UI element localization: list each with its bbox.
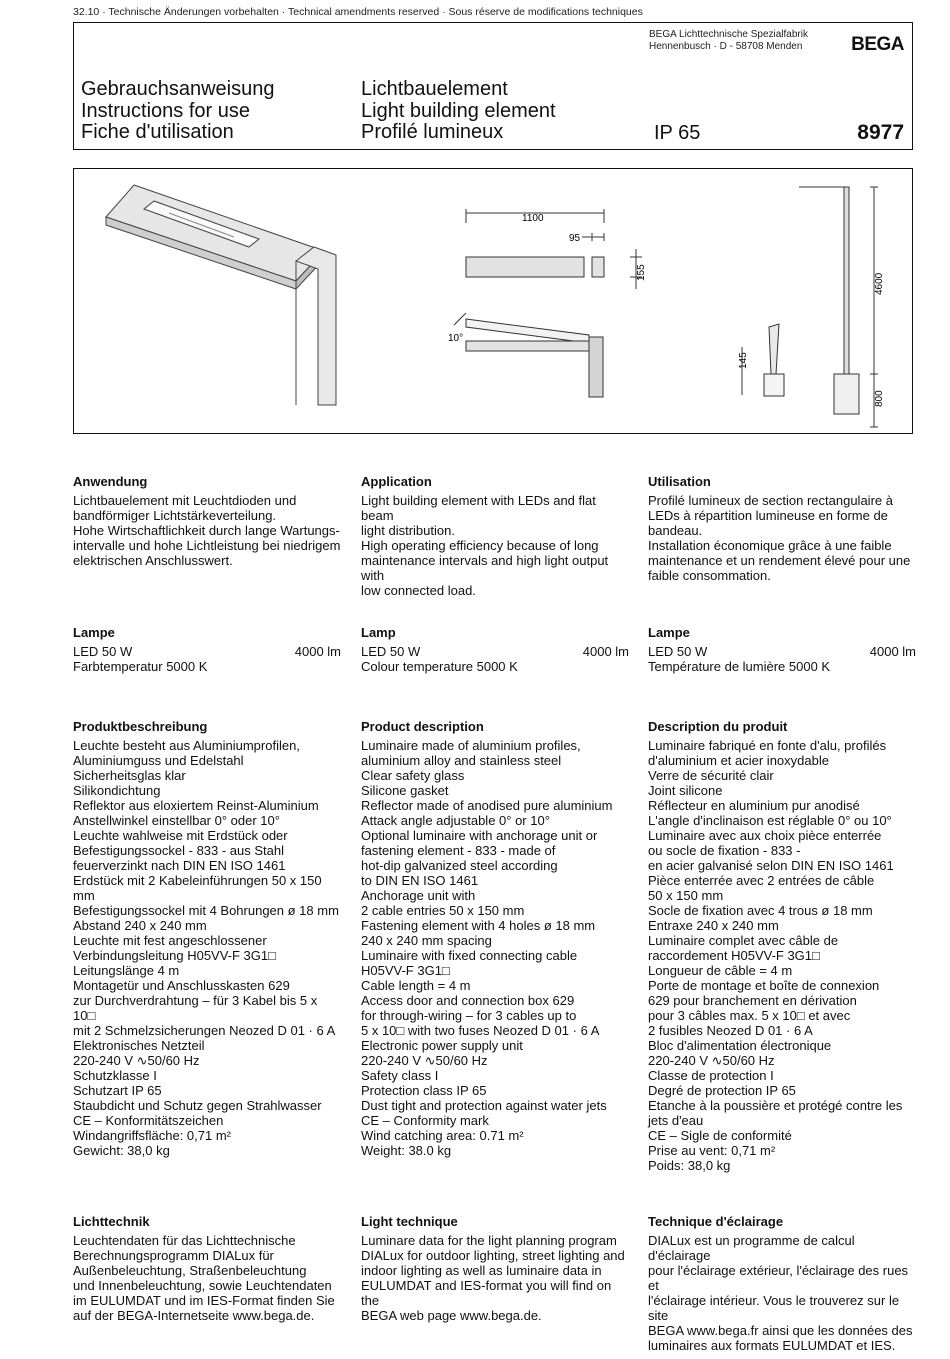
lamp-lumen: 4000 lm <box>582 644 629 659</box>
article-number: 8977 <box>857 121 904 144</box>
dim-155-label: 155 <box>636 264 647 281</box>
product-de: Lichtbauelement <box>361 78 508 100</box>
post-view <box>799 187 878 427</box>
application-en <box>361 474 631 598</box>
product-de <box>73 719 343 1158</box>
dim-95-label: 95 <box>569 233 581 244</box>
heading: Application <box>361 474 432 489</box>
lamp-temperature: Farbtemperatur 5000 K <box>73 659 208 674</box>
body-text: Luminare data for the light planning program DIALux for outdoor lighting, street lighting and indoor lighting as well as luminaire data in EULUMDAT and IES-format you will find on the BEGA web page www.bega.de. <box>361 1233 625 1323</box>
lamp-temperature: Colour temperature 5000 K <box>361 659 518 674</box>
heading: Lampe <box>648 625 690 640</box>
title-en: Instructions for use <box>81 99 250 122</box>
elevation-view <box>454 209 642 397</box>
heading: Produktbeschreibung <box>73 719 208 734</box>
body-text: Leuchte besteht aus Aluminiumprofilen, Aluminiumguss und Edelstahl Sicherheitsglas klar Silikondichtung Reflektor aus eloxiertem Reinst-Aluminium Anstellwinkel einstellbar 0° oder 10° Leuchte wahlweise mit Erdstück oder Befestigungssockel - 833 - aus Stahl feuerverzinkt nach DIN EN ISO 1461 Erdstück mit 2 Kabeleinführungen 50 x 150 mm Befestigungssockel mit 4 Bohrungen ø 18 mm Abstand 240 x 240 mm Leuchte mit fest angeschlossener Verbindungsleitung H05VV-F 3G1□ Leitungslänge 4 m Montagetür und Anschlusskasten 629 zur Durchverdrahtung – für 3 Kabel bis 5 x 10□ mit 2 Schmelzsicherungen Neozed D 01 · 6 A Elektronisches Netzteil 220-240 V ∿50/60 Hz Schutzklasse I Schutzart IP 65 Staubdicht und Schutz gegen Strahlwasser CE – Konformitätszeichen Windangriffsfläche: 0,71 m² Gewicht: 38,0 kg <box>73 738 339 1158</box>
heading: Lichttechnik <box>73 1214 150 1229</box>
title-fr: Fiche d'utilisation <box>81 121 234 143</box>
lamp-power: LED 50 W <box>361 644 421 659</box>
company-address: BEGA Lichttechnische Spezialfabrik Hennenbusch · D - 58708 Menden <box>649 29 808 52</box>
product-en <box>361 719 631 1158</box>
title-de: Gebrauchsanweisung <box>81 78 275 100</box>
dim-800-label: 800 <box>874 390 885 407</box>
document-type-titles <box>81 79 274 144</box>
dim-angle-label: 10° <box>448 333 464 344</box>
lamp-row <box>648 644 916 659</box>
product-drawing <box>73 168 913 434</box>
lamp-de <box>73 625 343 674</box>
heading: Product description <box>361 719 484 734</box>
application-de <box>73 474 343 568</box>
application-fr <box>648 474 918 583</box>
perspective-view <box>106 185 336 405</box>
body-text: Leuchtendaten für das Lichttechnische Berechnungsprogramm DIALux für Außenbeleuchtung, Straßenbeleuchtung und Innenbeleuchtung, sowie Leuchtendaten im EULUMDAT und im IES-Format finden Sie auf der BEGA-Internetseite www.bega.de. <box>73 1233 335 1323</box>
lighting-en <box>361 1214 631 1323</box>
heading: Anwendung <box>73 474 148 489</box>
lamp-lumen: 4000 lm <box>294 644 341 659</box>
bega-logo: BEGA <box>851 34 904 55</box>
heading: Lampe <box>73 625 115 640</box>
revision-note: 32.10 · Technische Änderungen vorbehalten · Technical amendments reserved · Sous réserve de modifications techniques <box>73 6 643 18</box>
product-fr <box>648 719 918 1173</box>
dim-145-label: 145 <box>738 352 749 369</box>
body-text: Luminaire made of aluminium profiles, aluminium alloy and stainless steel Clear safety glass Silicone gasket Reflector made of anodised pure aluminium Attack angle adjustable 0° or 10° Optional luminaire with anchorage unit or fastening element - 833 - made of hot-dip galvanized steel according to DIN EN ISO 1461 Anchorage unit with 2 cable entries 50 x 150 mm Fastening element with 4 holes ø 18 mm 240 x 240 mm spacing Luminaire with fixed connecting cable H05VV-F 3G1□ Cable length = 4 m Access door and connection box 629 for through-wiring – for 3 cables up to 5 x 10□ with two fuses Neozed D 01 · 6 A Electronic power supply unit 220-240 V ∿50/60 Hz Safety class I Protection class IP 65 Dust tight and protection against water jets CE – Conformity mark Wind catching area: 0.71 m² Weight: 38.0 kg <box>361 738 613 1158</box>
lamp-en <box>361 625 631 674</box>
lighting-de <box>73 1214 343 1323</box>
product-fr: Profilé lumineux <box>361 121 504 143</box>
body-text: DIALux est un programme de calcul d'éclairage pour l'éclairage extérieur, l'éclairage des rues et l'éclairage intérieur. Vous le trouverez sur le site BEGA www.bega.fr ainsi que les données des luminaires aux formats EULUMDAT et IES. <box>648 1233 913 1353</box>
body-text: Luminaire fabriqué en fonte d'alu, profilés d'aluminium et acier inoxydable Verre de sécurité clair Joint silicone Réflecteur en aluminium pur anodisé L'angle d'inclinaison est réglable 0° ou 10° Luminaire avec aux choix pièce enterrée ou socle de fixation - 833 - en acier galvanisé selon DIN EN ISO 1461 Pièce enterrée avec 2 entrées de câble 50 x 150 mm Socle de fixation avec 4 trous ø 18 mm Entraxe 240 x 240 mm Luminaire complet avec câble de raccordement H05VV-F 3G1□ Longueur de câble = 4 m Porte de montage et boîte de connexion 629 pour branchement en dérivation pour 3 câbles max. 5 x 10□ et avec 2 fusibles Neozed D 01 · 6 A Bloc d'alimentation électronique 220-240 V ∿50/60 Hz Classe de protection I Degré de protection IP 65 Etanche à la poussière et protégé contre les jets d'eau CE – Sigle de conformité Prise au vent: 0,71 m² Poids: 38,0 kg <box>648 738 903 1173</box>
lamp-fr <box>648 625 918 674</box>
product-titles <box>361 79 556 144</box>
document-header <box>73 22 913 150</box>
heading: Description du produit <box>648 719 788 734</box>
dim-4600-label: 4600 <box>874 272 885 295</box>
lamp-power: LED 50 W <box>73 644 133 659</box>
lighting-fr <box>648 1214 918 1353</box>
lamp-row <box>73 644 341 659</box>
heading: Lamp <box>361 625 396 640</box>
heading: Light technique <box>361 1214 458 1229</box>
heading: Utilisation <box>648 474 711 489</box>
heading: Technique d'éclairage <box>648 1214 784 1229</box>
lamp-power: LED 50 W <box>648 644 708 659</box>
body-text: Lichtbauelement mit Leuchtdioden und bandförmiger Lichtstärkeverteilung. Hohe Wirtschaftlichkeit durch lange Wartungs- intervalle und hohe Lichtleistung bei niedrigem elektrischen Anschlusswert. <box>73 493 341 568</box>
ip-rating: IP 65 <box>654 122 701 144</box>
dim-1100-label: 1100 <box>522 213 544 224</box>
lamp-row <box>361 644 629 659</box>
lamp-temperature: Température de lumière 5000 K <box>648 659 831 674</box>
product-en: Light building element <box>361 99 556 122</box>
technical-drawing <box>74 169 914 435</box>
body-text: Light building element with LEDs and flat beam light distribution. High operating efficiency because of long maintenance intervals and high light output with low connected load. <box>361 493 609 598</box>
lamp-lumen: 4000 lm <box>869 644 916 659</box>
body-text: Profilé lumineux de section rectangulaire à LEDs à répartition lumineuse en forme de bandeau. Installation économique grâce à une faible maintenance et un rendement élevé pour une faible consommation. <box>648 493 911 583</box>
